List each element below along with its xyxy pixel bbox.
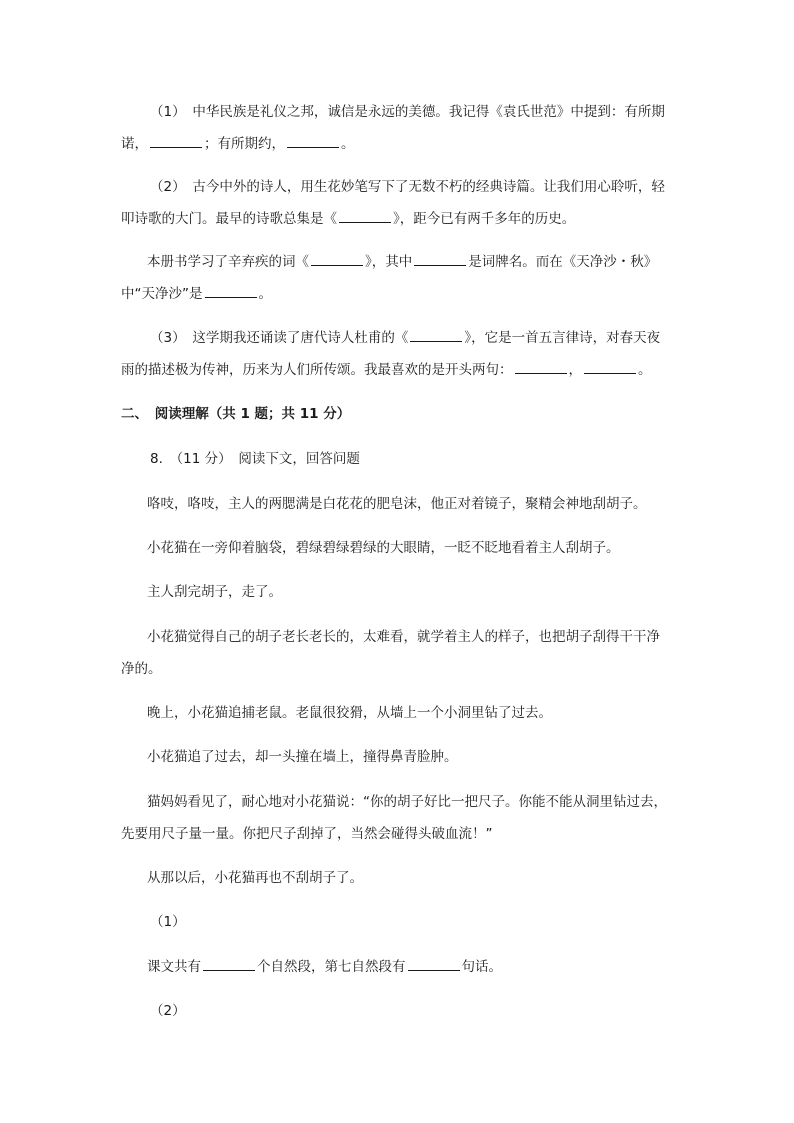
answer-blank[interactable] (205, 284, 257, 298)
answer-blank[interactable] (150, 134, 202, 148)
question-2-line-1 (150, 177, 665, 197)
q8-text: 8. （11 分） 阅读下文，回答问题 (150, 451, 360, 467)
passage-text: 净的。 (121, 661, 162, 677)
question-1-line-1 (150, 102, 665, 122)
section-2-heading (121, 404, 350, 424)
passage-text: 主人刮完胡子，走了。 (147, 584, 282, 600)
sub1-text-a: 课文共有 (147, 959, 201, 975)
q1-text-a: 诺， (121, 136, 148, 152)
question-1-line-2 (121, 134, 355, 154)
answer-blank[interactable] (584, 360, 636, 374)
q2-text-e: 是词牌名。而在《天净沙・秋》 (468, 254, 658, 270)
passage-text: 小花猫在一旁仰着脑袋，碧绿碧绿碧绿的大眼睛，一眨不眨地看着主人刮胡子。 (147, 540, 620, 556)
q3-text-d: ， (568, 362, 582, 378)
answer-blank[interactable] (515, 360, 567, 374)
passage-paragraph-4-line-1 (147, 627, 660, 647)
question-2-line-4 (121, 284, 272, 304)
sub1-text-b: 个自然段，第七自然段有 (257, 959, 406, 975)
passage-text: 小花猫觉得自己的胡子老长老长的，太难看，就学着主人的样子，也把胡子刮得干干净 (147, 629, 660, 645)
passage-paragraph-5 (147, 703, 552, 723)
q1-text-b: ；有所期约， (204, 136, 285, 152)
passage-text: 先要用尺子量一量。你把尺子刮掉了，当然会碰得头破血流！” (121, 826, 493, 842)
question-3-line-1 (150, 328, 660, 348)
answer-blank[interactable] (287, 134, 339, 148)
section-heading-text: 二、 阅读理解（共 1 题；共 11 分） (121, 406, 351, 422)
passage-text: 小花猫追了过去，却一头撞在墙上，撞得鼻青脸肿。 (147, 749, 458, 765)
q2-text-a: 叩诗歌的大门。最早的诗歌总集是《 (121, 211, 337, 227)
passage-paragraph-1 (147, 494, 647, 514)
sub-question-1-number (150, 912, 186, 932)
sub-question-1-text (147, 957, 502, 977)
sub-question-number: （1） (150, 914, 186, 930)
answer-blank[interactable] (414, 252, 466, 266)
q2-text-f: 中“天净沙”是 (121, 286, 203, 302)
answer-blank[interactable] (410, 328, 462, 342)
q3-text-b: 》，它是一首五言律诗，对春天夜 (464, 330, 661, 346)
passage-paragraph-8 (147, 868, 363, 888)
answer-blank[interactable] (408, 957, 460, 971)
passage-paragraph-6 (147, 747, 458, 767)
passage-text: 晚上，小花猫追捕老鼠。老鼠很狡猾，从墙上一个小洞里钻了过去。 (147, 705, 552, 721)
q3-text-e: 。 (638, 362, 652, 378)
q2-text-c: 本册书学习了辛弃疾的词《 (147, 254, 309, 270)
q2-text-g: 。 (258, 286, 272, 302)
passage-paragraph-2 (147, 538, 620, 558)
question-8-title (150, 449, 360, 469)
passage-paragraph-3 (147, 582, 282, 602)
question-2-line-2 (121, 209, 575, 229)
passage-paragraph-7-line-1 (147, 792, 667, 812)
q3-text-a: （3） 这学期我还诵读了唐代诗人杜甫的《 (150, 330, 409, 346)
q2-text: （2） 古今中外的诗人，用生花妙笔写下了无数不朽的经典诗篇。让我们用心聆听，轻 (150, 179, 665, 195)
q3-text-c: 雨的描述极为传神，历来为人们所传颂。我最喜欢的是开头两句： (121, 362, 513, 378)
answer-blank[interactable] (339, 209, 391, 223)
sub-question-number: （2） (150, 1003, 186, 1019)
answer-blank[interactable] (311, 252, 363, 266)
q1-text: （1） 中华民族是礼仪之邦，诚信是永远的美德。我记得《袁氏世范》中提到：有所期 (150, 104, 665, 120)
answer-blank[interactable] (203, 957, 255, 971)
sub1-text-c: 句话。 (461, 959, 502, 975)
question-3-line-2 (121, 360, 652, 380)
passage-paragraph-7-line-2 (121, 824, 493, 844)
passage-text: 从那以后，小花猫再也不刮胡子了。 (147, 870, 363, 886)
passage-text: 猫妈妈看见了，耐心地对小花猫说：“你的胡子好比一把尺子。你能不能从洞里钻过去， (147, 794, 667, 810)
passage-paragraph-4-line-2 (121, 659, 162, 679)
q2-text-b: 》，距今已有两千多年的历史。 (393, 211, 576, 227)
sub-question-2-number (150, 1001, 186, 1021)
q1-text-c: 。 (341, 136, 355, 152)
passage-text: 咯吱，咯吱，主人的两腮满是白花花的肥皂沫，他正对着镜子，聚精会神地刮胡子。 (147, 496, 647, 512)
question-2-line-3 (147, 252, 657, 272)
q2-text-d: 》，其中 (365, 254, 413, 270)
